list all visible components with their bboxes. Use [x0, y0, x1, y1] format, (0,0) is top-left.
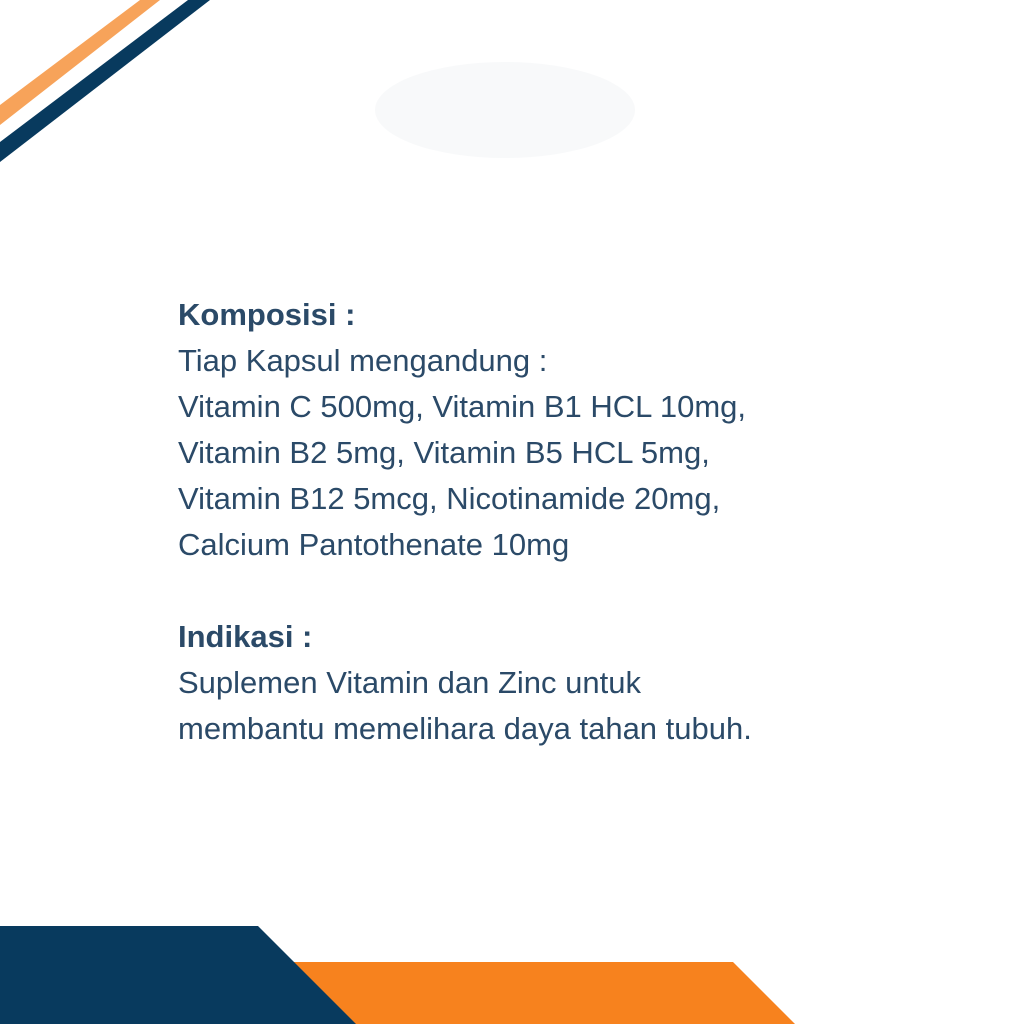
komposisi-line: Vitamin B2 5mg, Vitamin B5 HCL 5mg,	[178, 435, 710, 470]
top-left-navy-stripe	[0, 0, 210, 162]
komposisi-line: Vitamin B12 5mcg, Nicotinamide 20mg,	[178, 481, 721, 516]
komposisi-line: Vitamin C 500mg, Vitamin B1 HCL 10mg,	[178, 389, 747, 424]
indikasi-line: Suplemen Vitamin dan Zinc untuk	[178, 665, 641, 700]
faint-watermark	[375, 62, 635, 158]
product-description	[178, 292, 898, 752]
section-spacer	[178, 568, 898, 614]
komposisi-line: Calcium Pantothenate 10mg	[178, 527, 570, 562]
indikasi-line: membantu memelihara daya tahan tubuh.	[178, 711, 752, 746]
komposisi-line: Tiap Kapsul mengandung :	[178, 343, 548, 378]
komposisi-heading: Komposisi :	[178, 297, 356, 332]
indikasi-heading: Indikasi :	[178, 619, 313, 654]
top-left-orange-stripe	[0, 0, 160, 125]
bottom-navy-band	[0, 926, 356, 1024]
